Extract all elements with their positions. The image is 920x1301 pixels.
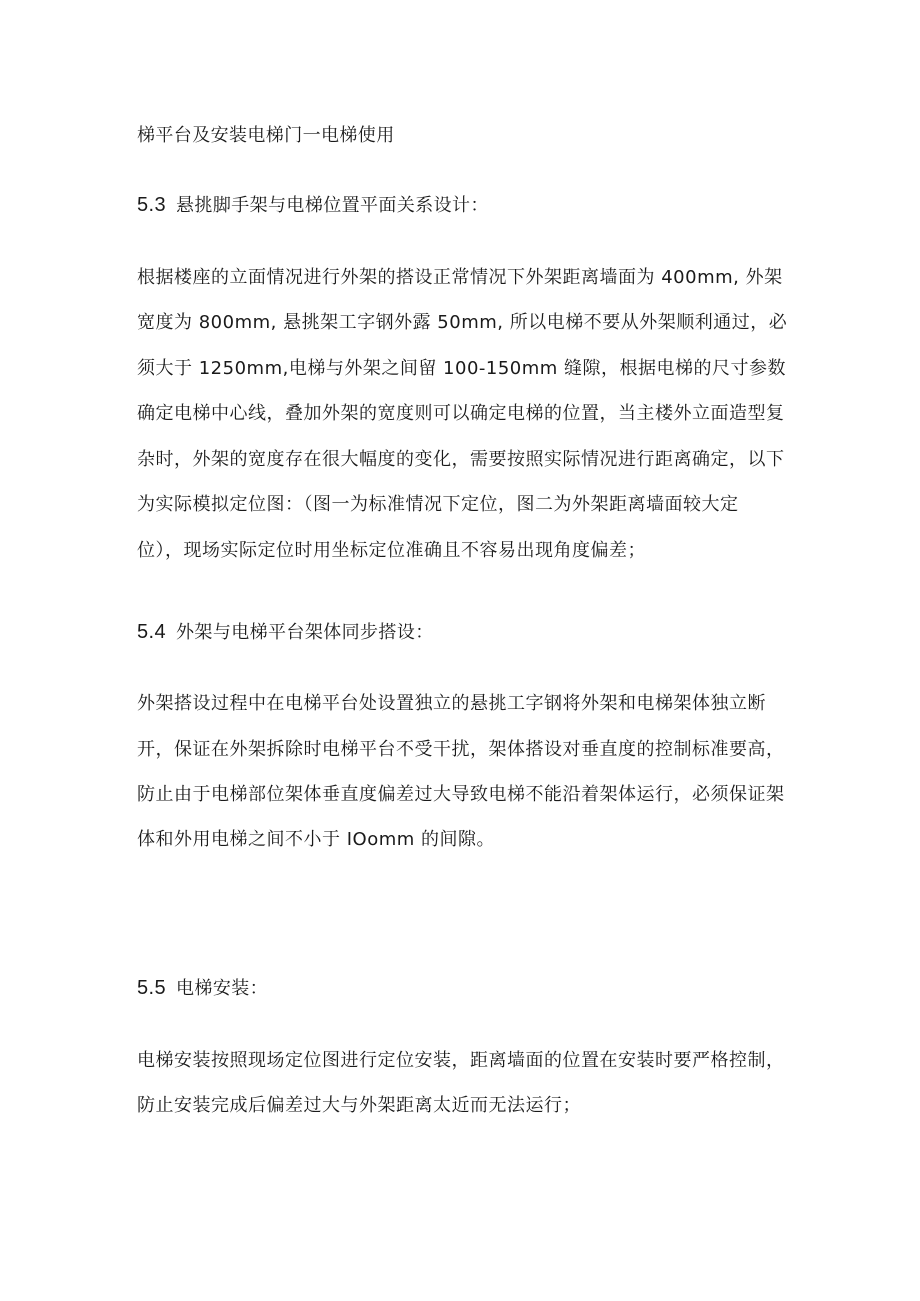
paragraph-line: 电梯安装按照现场定位图进行定位安装，距离墙面的位置在安装时要严格控制， [137, 1050, 785, 1071]
section-title: 外架与电梯平台架体同步搭设： [176, 622, 434, 643]
paragraph-line: 为实际模拟定位图：（图一为标准情况下定位，图二为外架距离墙面较大定 [137, 494, 739, 515]
paragraph-line: 外架搭设过程中在电梯平台处设置独立的悬挑工字钢将外架和电梯架体独立断 [137, 693, 766, 714]
section-5-3-heading [137, 193, 489, 218]
paragraph-line: 根据楼座的立面情况进行外架的搭设正常情况下外架距离墙面为 400mm, 外架 [137, 267, 783, 288]
section-5-5-heading [137, 976, 268, 1001]
paragraph-line: 宽度为 800mm, 悬挑架工字钢外露 50mm, 所以电梯不要从外架顺利通过，必 [137, 312, 788, 333]
section-number: 5.5 [137, 977, 167, 999]
paragraph-line: 确定电梯中心线，叠加外架的宽度则可以确定电梯的位置，当主楼外立面造型复 [137, 403, 785, 424]
paragraph-line: 防止由于电梯部位架体垂直度偏差过大导致电梯不能沿着架体运行，必须保证架 [137, 784, 785, 805]
section-title: 悬挑脚手架与电梯位置平面关系设计： [176, 195, 489, 216]
paragraph-line: 体和外用电梯之间不小于 IOomm 的间隙。 [137, 829, 495, 850]
paragraph-line: 须大于 1250mm,电梯与外架之间留 100-150mm 缝隙，根据电梯的尺寸参数 [137, 358, 787, 379]
paragraph-line: 防止安装完成后偏差过大与外架距离太近而无法运行； [137, 1095, 581, 1116]
paragraph-line: 位），现场实际定位时用坐标定位准确且不容易出现角度偏差； [137, 540, 646, 561]
intro-line: 梯平台及安装电梯门一电梯使用 [137, 125, 395, 146]
section-title: 电梯安装： [176, 978, 269, 999]
section-5-4-heading [137, 620, 434, 645]
paragraph-line: 开，保证在外架拆除时电梯平台不受干扰，架体搭设对垂直度的控制标准要高， [137, 739, 785, 760]
section-number: 5.3 [137, 194, 167, 216]
section-number: 5.4 [137, 621, 167, 643]
paragraph-line: 杂时，外架的宽度存在很大幅度的变化，需要按照实际情况进行距离确定，以下 [137, 449, 785, 470]
